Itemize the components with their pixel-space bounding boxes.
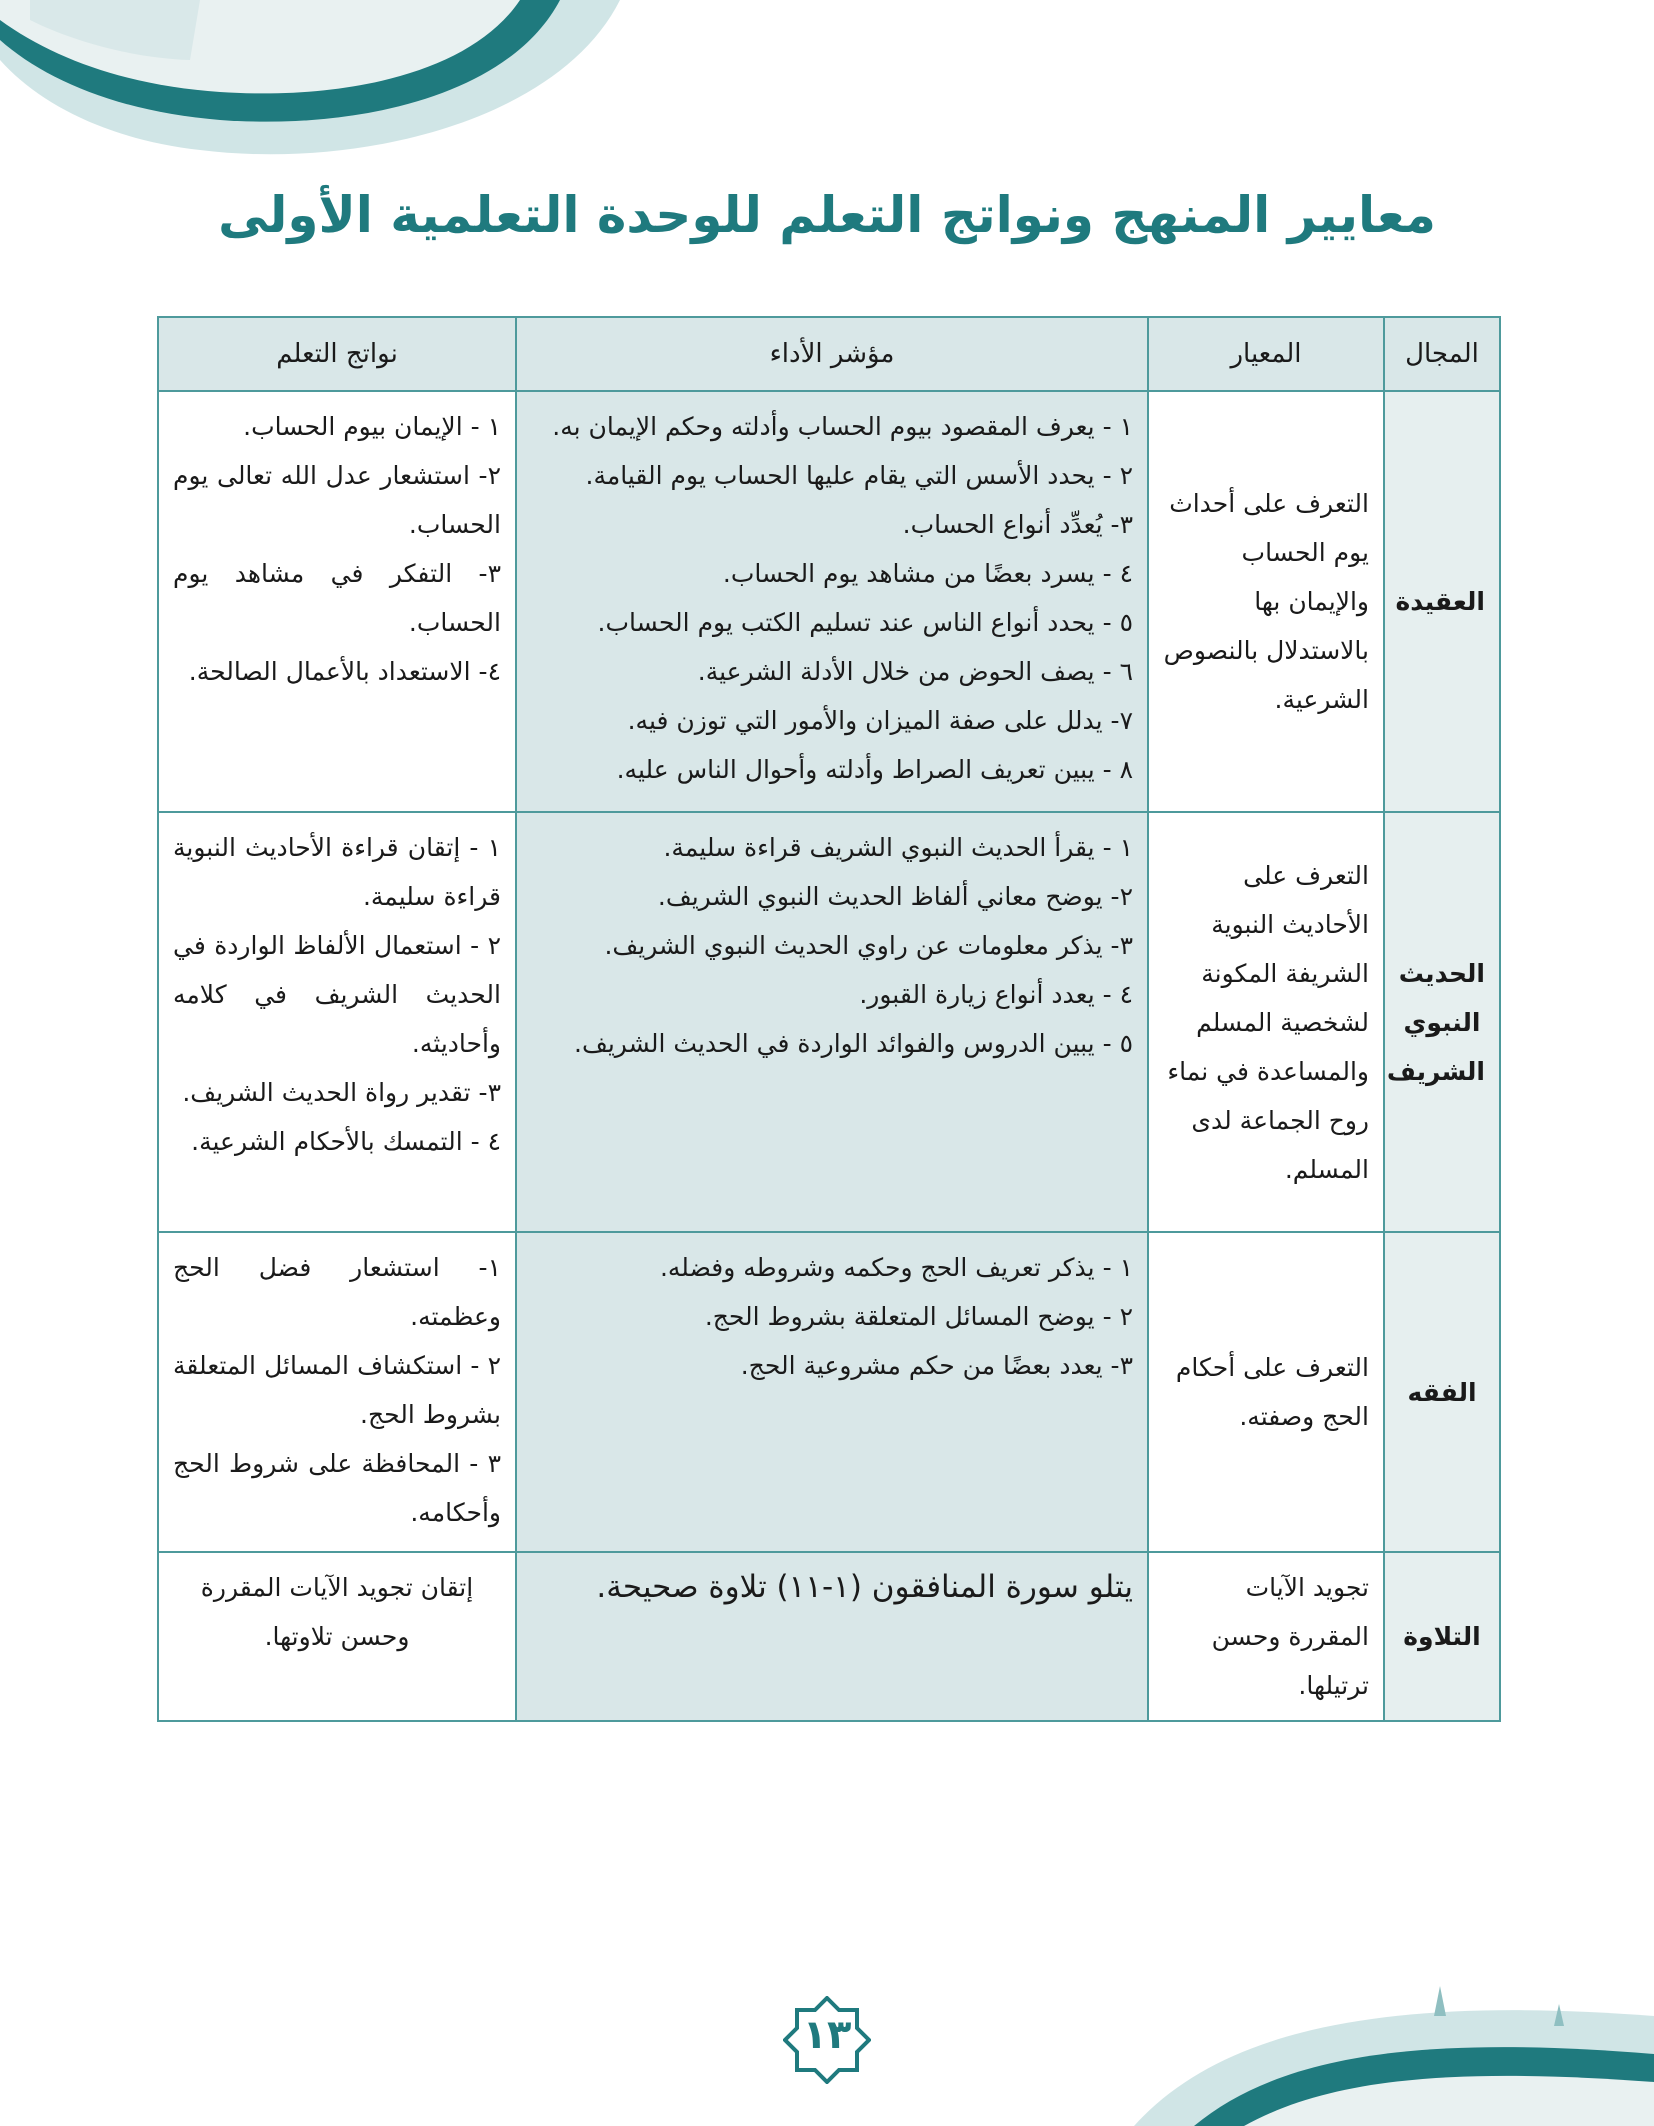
outcome-item: إتقان تجويد الآيات المقررة وحسن تلاوتها. — [200, 1573, 474, 1651]
curriculum-standards-table — [157, 316, 1501, 1722]
outcomes-cell — [158, 1552, 516, 1721]
indicator-item: ٧- يدلل على صفة الميزان والأمور التي توزن فيه. — [627, 706, 1133, 735]
page-title: معايير المنهج ونواتج التعلم للوحدة التعلمية الأولى — [218, 186, 1436, 244]
indicator-item: ٣- يعدد بعضًا من حكم مشروعية الحج. — [740, 1351, 1133, 1380]
indicator-item: ٥ - يبين الدروس والفوائد الواردة في الحديث الشريف. — [574, 1029, 1133, 1058]
outcome-item: ٢- استشعار عدل الله تعالى يوم الحساب. — [173, 461, 501, 539]
outcomes-cell — [158, 391, 516, 812]
outcome-item: ٤- الاستعداد بالأعمال الصالحة. — [188, 657, 501, 686]
indicator-item: ٥ - يحدد أنواع الناس عند تسليم الكتب يوم الحساب. — [597, 608, 1133, 637]
table-header-row — [158, 317, 1500, 391]
indicator-item: ١ - يقرأ الحديث النبوي الشريف قراءة سليمة. — [663, 833, 1133, 862]
indicators-cell — [516, 812, 1148, 1232]
standard-cell: تجويد الآيات المقررة وحسن ترتيلها. — [1148, 1552, 1384, 1721]
indicators-cell — [516, 1552, 1148, 1721]
table-row — [158, 391, 1500, 812]
table-row — [158, 812, 1500, 1232]
standard-cell: التعرف على الأحاديث النبوية الشريفة المكونة لشخصية المسلم والمساعدة في نماء روح الجماعة لدى المسلم. — [1148, 812, 1384, 1232]
bottom-corner-ornament — [1134, 1956, 1654, 2126]
top-corner-ornament — [0, 0, 620, 170]
outcome-item: ٢ - استكشاف المسائل المتعلقة بشروط الحج. — [173, 1351, 501, 1429]
header-outcomes: نواتج التعلم — [158, 317, 516, 391]
indicator-item: يتلو سورة المنافقون (١-١١) تلاوة صحيحة. — [596, 1569, 1133, 1605]
page-number: ١٣ — [802, 2012, 852, 2058]
indicator-item: ٢- يوضح معاني ألفاظ الحديث النبوي الشريف. — [657, 882, 1133, 911]
indicator-item: ٤ - يعدد أنواع زيارة القبور. — [859, 980, 1133, 1009]
header-standard: المعيار — [1148, 317, 1384, 391]
indicator-item: ٣- يذكر معلومات عن راوي الحديث النبوي الشريف. — [604, 931, 1133, 960]
table-row — [158, 1232, 1500, 1552]
indicator-item: ٦ - يصف الحوض من خلال الأدلة الشرعية. — [697, 657, 1133, 686]
outcomes-cell — [158, 812, 516, 1232]
header-indicators: مؤشر الأداء — [516, 317, 1148, 391]
outcome-item: ١- استشعار فضل الحج وعظمته. — [173, 1253, 501, 1331]
outcome-item: ٢ - استعمال الألفاظ الواردة في الحديث الشريف في كلامه وأحاديثه. — [173, 931, 501, 1058]
domain-cell: التلاوة — [1384, 1552, 1500, 1721]
indicators-cell — [516, 1232, 1148, 1552]
indicators-cell — [516, 391, 1148, 812]
standard-cell: التعرف على أحداث يوم الحساب والإيمان بها بالاستدلال بالنصوص الشرعية. — [1148, 391, 1384, 812]
indicator-item: ٤ - يسرد بعضًا من مشاهد يوم الحساب. — [722, 559, 1133, 588]
indicator-item: ٨ - يبين تعريف الصراط وأدلته وأحوال الناس عليه. — [616, 755, 1133, 784]
domain-cell: الفقه — [1384, 1232, 1500, 1552]
domain-cell: الحديث النبوي الشريف — [1384, 812, 1500, 1232]
indicator-item: ٢ - يحدد الأسس التي يقام عليها الحساب يوم القيامة. — [585, 461, 1133, 490]
indicator-item: ١ - يعرف المقصود بيوم الحساب وأدلته وحكم الإيمان به. — [552, 412, 1133, 441]
domain-cell: العقيدة — [1384, 391, 1500, 812]
outcome-item: ٣- تقدير رواة الحديث الشريف. — [182, 1078, 501, 1107]
header-domain: المجال — [1384, 317, 1500, 391]
outcomes-cell — [158, 1232, 516, 1552]
indicator-item: ١ - يذكر تعريف الحج وحكمه وشروطه وفضله. — [659, 1253, 1133, 1282]
outcome-item: ٣ - المحافظة على شروط الحج وأحكامه. — [173, 1449, 501, 1527]
table-row — [158, 1552, 1500, 1721]
outcome-item: ٣- التفكر في مشاهد يوم الحساب. — [173, 559, 501, 637]
outcome-item: ١ - إتقان قراءة الأحاديث النبوية قراءة سليمة. — [173, 833, 501, 911]
outcome-item: ١ - الإيمان بيوم الحساب. — [243, 412, 501, 441]
indicator-item: ٣- يُعدِّد أنواع الحساب. — [902, 510, 1133, 539]
indicator-item: ٢ - يوضح المسائل المتعلقة بشروط الحج. — [704, 1302, 1133, 1331]
standard-cell: التعرف على أحكام الحج وصفته. — [1148, 1232, 1384, 1552]
outcome-item: ٤ - التمسك بالأحكام الشرعية. — [191, 1127, 501, 1156]
